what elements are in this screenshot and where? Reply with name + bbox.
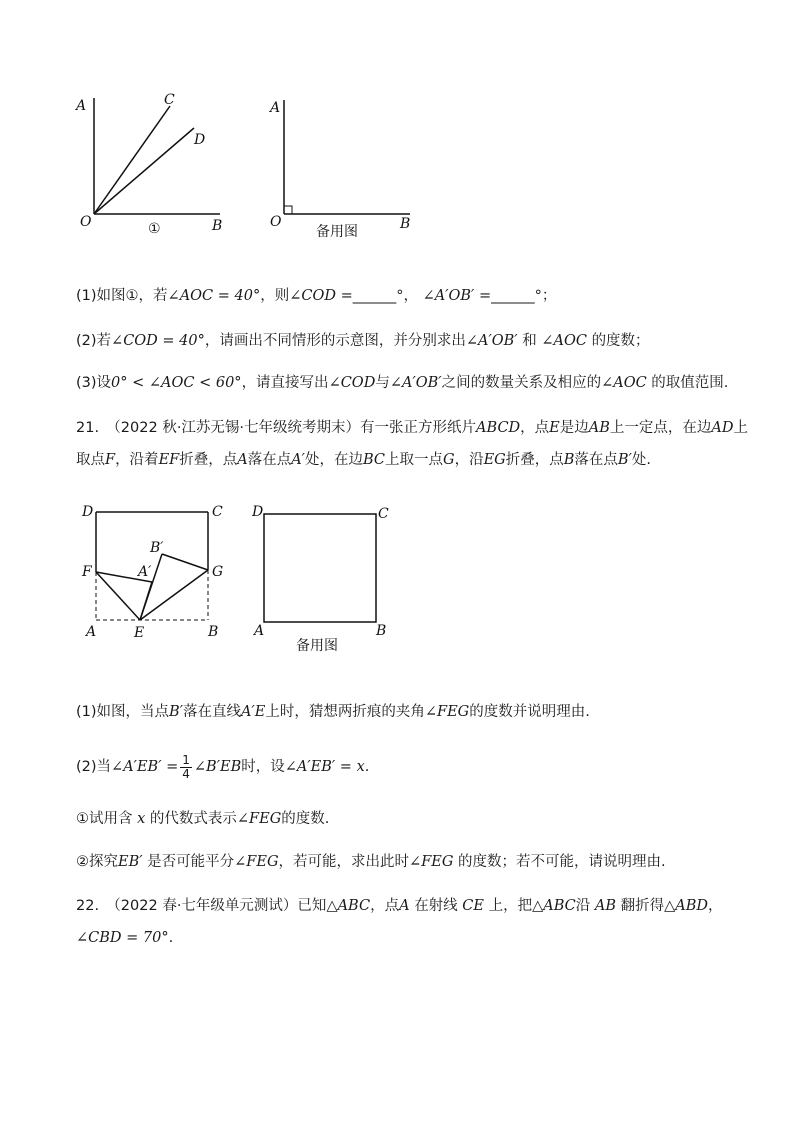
folding-figure-svg (78, 500, 228, 645)
label-b: B (212, 218, 223, 234)
label-o: O (80, 214, 92, 230)
label-a-spare: A (270, 100, 281, 116)
label-b-spare: B (400, 216, 411, 232)
label-d: D (194, 132, 206, 148)
figure-2-caption: 备用图 (316, 224, 358, 240)
fold-label-b-prime: B′ (150, 540, 164, 556)
fold-label-c: C (212, 504, 223, 520)
q20-part1: (1)如图①，若∠AOC = 40°，则∠COD =______°， ∠A′OB′ =______°； (76, 288, 557, 304)
q21-part1: (1)如图，当点B′落在直线A′E上时，猜想两折痕的夹角∠FEG的度数并说明理由. (76, 704, 590, 720)
figure-1-svg (70, 92, 230, 242)
ray-od (94, 128, 194, 214)
right-angle-mark (284, 206, 292, 214)
fold-label-g: G (212, 564, 224, 580)
q20-part2: (2)若∠COD = 40°，请画出不同情形的示意图，并分别求出∠A′OB′ 和 ∠AOC 的度数； (76, 333, 650, 349)
q21-part2-sub1: ①试用含 x 的代数式表示∠FEG的度数. (76, 811, 330, 827)
figure-2-svg (266, 92, 426, 242)
spare-square-svg (250, 500, 400, 660)
fold-label-b: B (208, 624, 219, 640)
fold-label-f: F (82, 564, 92, 580)
q21-stem-line2: 取点F，沿着EF折叠，点A落在点A′处，在边BC上取一点G，沿EG折叠，点B落在点B′处. (76, 452, 651, 468)
q22-line1: 22. （2022 春·七年级单元测试）已知△ABC，点A 在射线 CE 上，把△ABC沿 AB 翻折得△ABD， (76, 898, 723, 914)
answer-blank-cod[interactable]: ______ (352, 288, 397, 304)
spare-label-d: D (252, 504, 264, 520)
spare-label-a: A (254, 623, 265, 639)
q21-part2: (2)当∠A′EB′ = $\frac{1}{4}$ ∠B′EB时，设∠A′EB′ = x. (76, 752, 370, 781)
q22-line2: ∠CBD = 70°. (76, 930, 174, 946)
fold-label-d: D (82, 504, 94, 520)
label-a: A (76, 98, 87, 114)
q21-stem-line1: 21. （2022 秋·江苏无锡·七年级统考期末）有一张正方形纸片ABCD，点E是边AB上一定点，在边AD上 (76, 420, 749, 436)
folding-figure (78, 500, 228, 645)
spare-square-figure (250, 500, 400, 660)
fold-label-a-prime: A′ (138, 564, 152, 580)
spare-label-c: C (378, 506, 389, 522)
ray-oc (94, 106, 170, 214)
answer-blank-aob[interactable]: ______ (491, 288, 535, 304)
q21-part2-sub2: ②探究EB′ 是否可能平分∠FEG，若可能，求出此时∠FEG 的度数；若不可能，请说明理由. (76, 854, 666, 870)
square-abcd (264, 514, 376, 622)
spare-label-b: B (376, 623, 387, 639)
fraction-one-quarter: $\frac{1}{4}$ (182, 752, 190, 781)
q20-part3: (3)设0° < ∠AOC < 60°，请直接写出∠COD与∠A′OB′之间的数量关系及相应的∠AOC 的取值范围. (76, 375, 729, 391)
label-c: C (164, 92, 175, 108)
fold-label-a: A (86, 624, 97, 640)
fold-label-e: E (134, 625, 145, 641)
figure-1-caption: ① (148, 221, 161, 237)
folded-b1g (162, 554, 208, 570)
label-o-spare: O (270, 214, 282, 230)
figure-2-spare (266, 92, 426, 242)
figure-1 (70, 92, 230, 242)
spare-caption: 备用图 (296, 638, 338, 654)
